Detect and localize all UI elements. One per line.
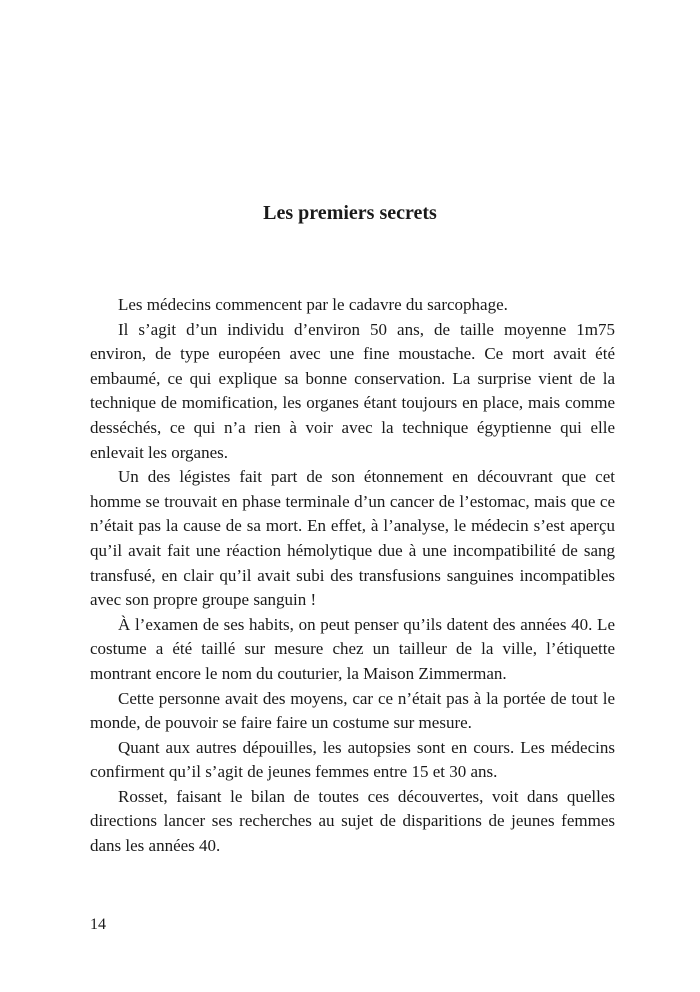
page-number: 14 — [90, 916, 106, 933]
paragraph: Rosset, faisant le bilan de toutes ces découvertes, voit dans quelles directions lancer ses recherches au sujet de disparitions de jeunes femmes dans les années 40. — [90, 786, 615, 856]
chapter-title: Les premiers secrets — [263, 202, 437, 224]
paragraph: À l’examen de ses habits, on peut penser qu’ils datent des années 40. Le costume a été taillé sur mesure chez un tailleur de la ville, l’étiquette montrant encore le nom du couturier, la Maison Zimmerman. — [90, 614, 615, 683]
paragraph: Quant aux autres dépouilles, les autopsies sont en cours. Les médecins confirment qu’il s’agit de jeunes femmes entre 15 et 30 ans. — [90, 737, 615, 782]
paragraph: Les médecins commencent par le cadavre du sarcophage. — [118, 295, 508, 314]
body-text — [90, 293, 615, 859]
paragraph: Il s’agit d’un individu d’environ 50 ans, de taille moyenne 1m75 environ, de type européen avec une fine moustache. Ce mort avait été embaumé, ce qui explique sa bonne conservation. La surprise vient de la technique de momification, les organes étant toujours en place, mais comme desséchés, ce qui n’a rien à voir avec la technique égyptienne qui elle enlevait les organes. — [90, 319, 615, 462]
paragraph: Cette personne avait des moyens, car ce n’était pas à la portée de tout le monde, de pouvoir se faire faire un costume sur mesure. — [90, 688, 615, 733]
paragraph: Un des légistes fait part de son étonnement en découvrant que cet homme se trouvait en phase terminale d’un cancer de l’estomac, mais que ce n’était pas la cause de sa mort. En effet, à l’analyse, le médecin s’est aperçu qu’il avait fait une réaction hémolytique due à une incompatibilité de sang transfusé, en clair qu’il avait subi des transfusions sanguines incompatibles avec son propre groupe sanguin ! — [90, 467, 615, 610]
